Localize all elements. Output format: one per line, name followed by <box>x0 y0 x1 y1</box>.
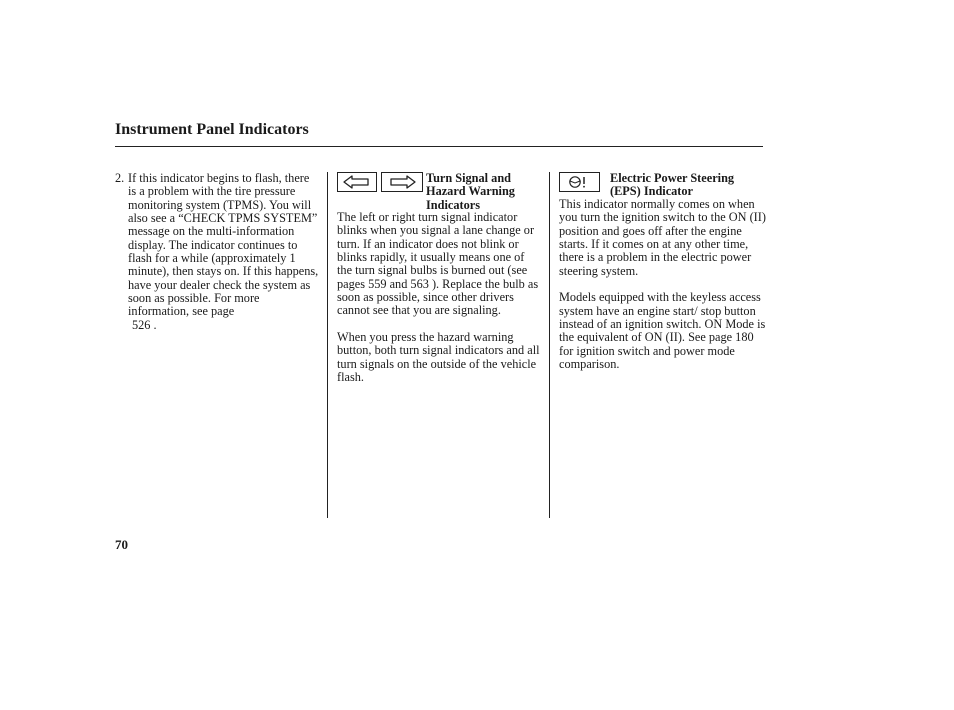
eps-column <box>559 198 769 371</box>
tpms-column <box>115 172 320 332</box>
right-arrow-icon <box>388 175 416 189</box>
left-arrow-icon <box>343 175 371 189</box>
turn-signal-heading: Turn Signal and Hazard Warning Indicators <box>426 171 515 212</box>
item-number: 2. <box>115 171 125 185</box>
column-divider <box>549 172 550 518</box>
item-text-block <box>128 172 320 332</box>
title-divider <box>115 146 763 147</box>
page-reference: 526 . <box>132 317 157 332</box>
list-item <box>115 172 320 332</box>
hazard-paragraph: When you press the hazard warning button, both turn signal indicators and all turn signals on the outside of the vehicle flash. <box>337 330 540 385</box>
eps-indicator <box>559 172 600 192</box>
turn-signal-left-indicator <box>337 172 377 192</box>
steering-wheel-warning-icon <box>567 175 593 189</box>
turn-signal-paragraph: The left or right turn signal indicator blinks when you signal a lane change or turn. If an indicator does not blink or blinks rapidly, it usually means one of the turn signal bulbs is burned out (see pages 559 and 563 ). Replace the bulb as soon as possible, since other drivers cannot see that you are signaling. <box>337 210 539 318</box>
eps-heading: Electric Power Steering (EPS) Indicator <box>610 171 735 199</box>
turn-signal-column <box>337 211 542 384</box>
keyless-access-paragraph: Models equipped with the keyless access system have an engine start/ stop button instead of an ignition switch. ON Mode is the equivalent of ON (II). See page 180 for ignition switch and power mode comparison. <box>559 290 766 372</box>
column-divider <box>327 172 328 518</box>
page-title: Instrument Panel Indicators <box>115 121 309 138</box>
turn-signal-right-indicator <box>381 172 423 192</box>
page-number: 70 <box>115 537 128 552</box>
eps-paragraph: This indicator normally comes on when you turn the ignition switch to the ON (II) position and goes off after the engine starts. If it comes on at any other time, there is a problem in the electric power steering system. <box>559 197 766 278</box>
tpms-flash-text: If this indicator begins to flash, there is a problem with the tire pressure monitoring system (TPMS). You will also see a “CHECK TPMS SYSTEM” message on the multi-information display. The indicator continues to flash for a while (approximately 1 minute), then stays on. If this happens, have your dealer check the system as soon as possible. For more information, see page <box>128 171 319 319</box>
